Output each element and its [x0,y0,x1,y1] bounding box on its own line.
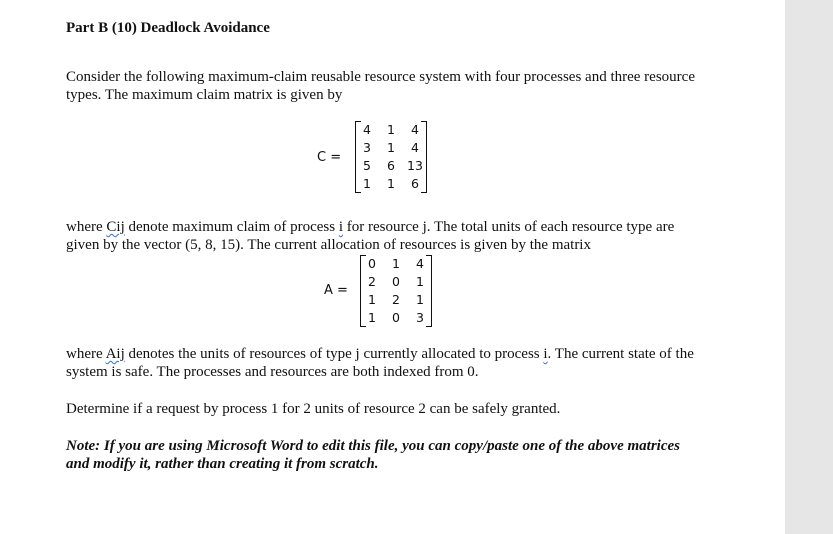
matrix-a-right-bracket [426,255,432,327]
matrix-a-cell: 2 [368,274,376,289]
matrix-a-cell: 3 [416,310,424,325]
matrix-c-label: C = [317,150,342,165]
text-run: denotes the units of resources of type j currently allocated to process [124,346,544,362]
spellcheck-word-i: i [338,219,344,235]
matrix-c-cell: 5 [363,158,371,173]
text-run: for resource j. The total units of each resource type are given by the vector (5, 8, 15). The current allocation of resources is given by the matrix [66,219,675,253]
matrix-c-left-bracket [355,121,361,193]
matrix-a-label: A = [324,283,348,298]
matrix-a-cell: 1 [368,310,376,325]
matrix-a [360,255,432,327]
matrix-c-cell: 13 [407,158,423,173]
text-run: . The current state of the system is safe. The processes and resources are both indexed from 0. [66,346,694,380]
matrix-c-cell: 1 [363,176,371,191]
text-run: where [66,219,107,235]
matrix-a-cell: 1 [368,292,376,307]
state-paragraph [66,345,706,381]
matrix-c-cell: 1 [387,122,395,137]
matrix-c-cell: 1 [387,140,395,155]
spellcheck-word-cij: Cij [106,219,125,235]
question-paragraph: Determine if a request by process 1 for 2 units of resource 2 can be safely granted. [66,401,561,417]
matrix-a-cell: 0 [368,256,376,271]
matrix-c-cell: 4 [411,122,419,137]
section-heading: Part B (10) Deadlock Avoidance [66,20,270,36]
matrix-a-cell: 0 [392,310,400,325]
spellcheck-word-i: i [543,346,548,362]
matrix-c-right-bracket [421,121,427,193]
matrix-a-cell: 1 [416,274,424,289]
matrix-a-cell: 0 [392,274,400,289]
matrix-c-cell: 4 [411,140,419,155]
matrix-a-cell: 4 [416,256,424,271]
intro-paragraph: Consider the following maximum-claim reusable resource system with four processes and three resource types. The maximum claim matrix is given by [66,69,695,103]
matrix-a-cell: 1 [416,292,424,307]
spellcheck-word-aij: Aij [105,346,125,362]
editor-gray-margin [785,0,833,534]
matrix-a-left-bracket [360,255,366,327]
allocation-paragraph [66,218,706,254]
note-paragraph: Note: If you are using Microsoft Word to edit this file, you can copy/paste one of the above matrices and modify it, rather than creating it from scratch. [66,438,680,472]
text-run: denote maximum claim of process [124,219,339,235]
text-run: where [66,346,106,362]
matrix-c-cell: 4 [363,122,371,137]
matrix-c-cell: 6 [387,158,395,173]
matrix-c-cell: 1 [387,176,395,191]
matrix-c [355,121,427,193]
matrix-a-cell: 2 [392,292,400,307]
matrix-c-cell: 3 [363,140,371,155]
matrix-c-cell: 6 [411,176,419,191]
matrix-a-cell: 1 [392,256,400,271]
